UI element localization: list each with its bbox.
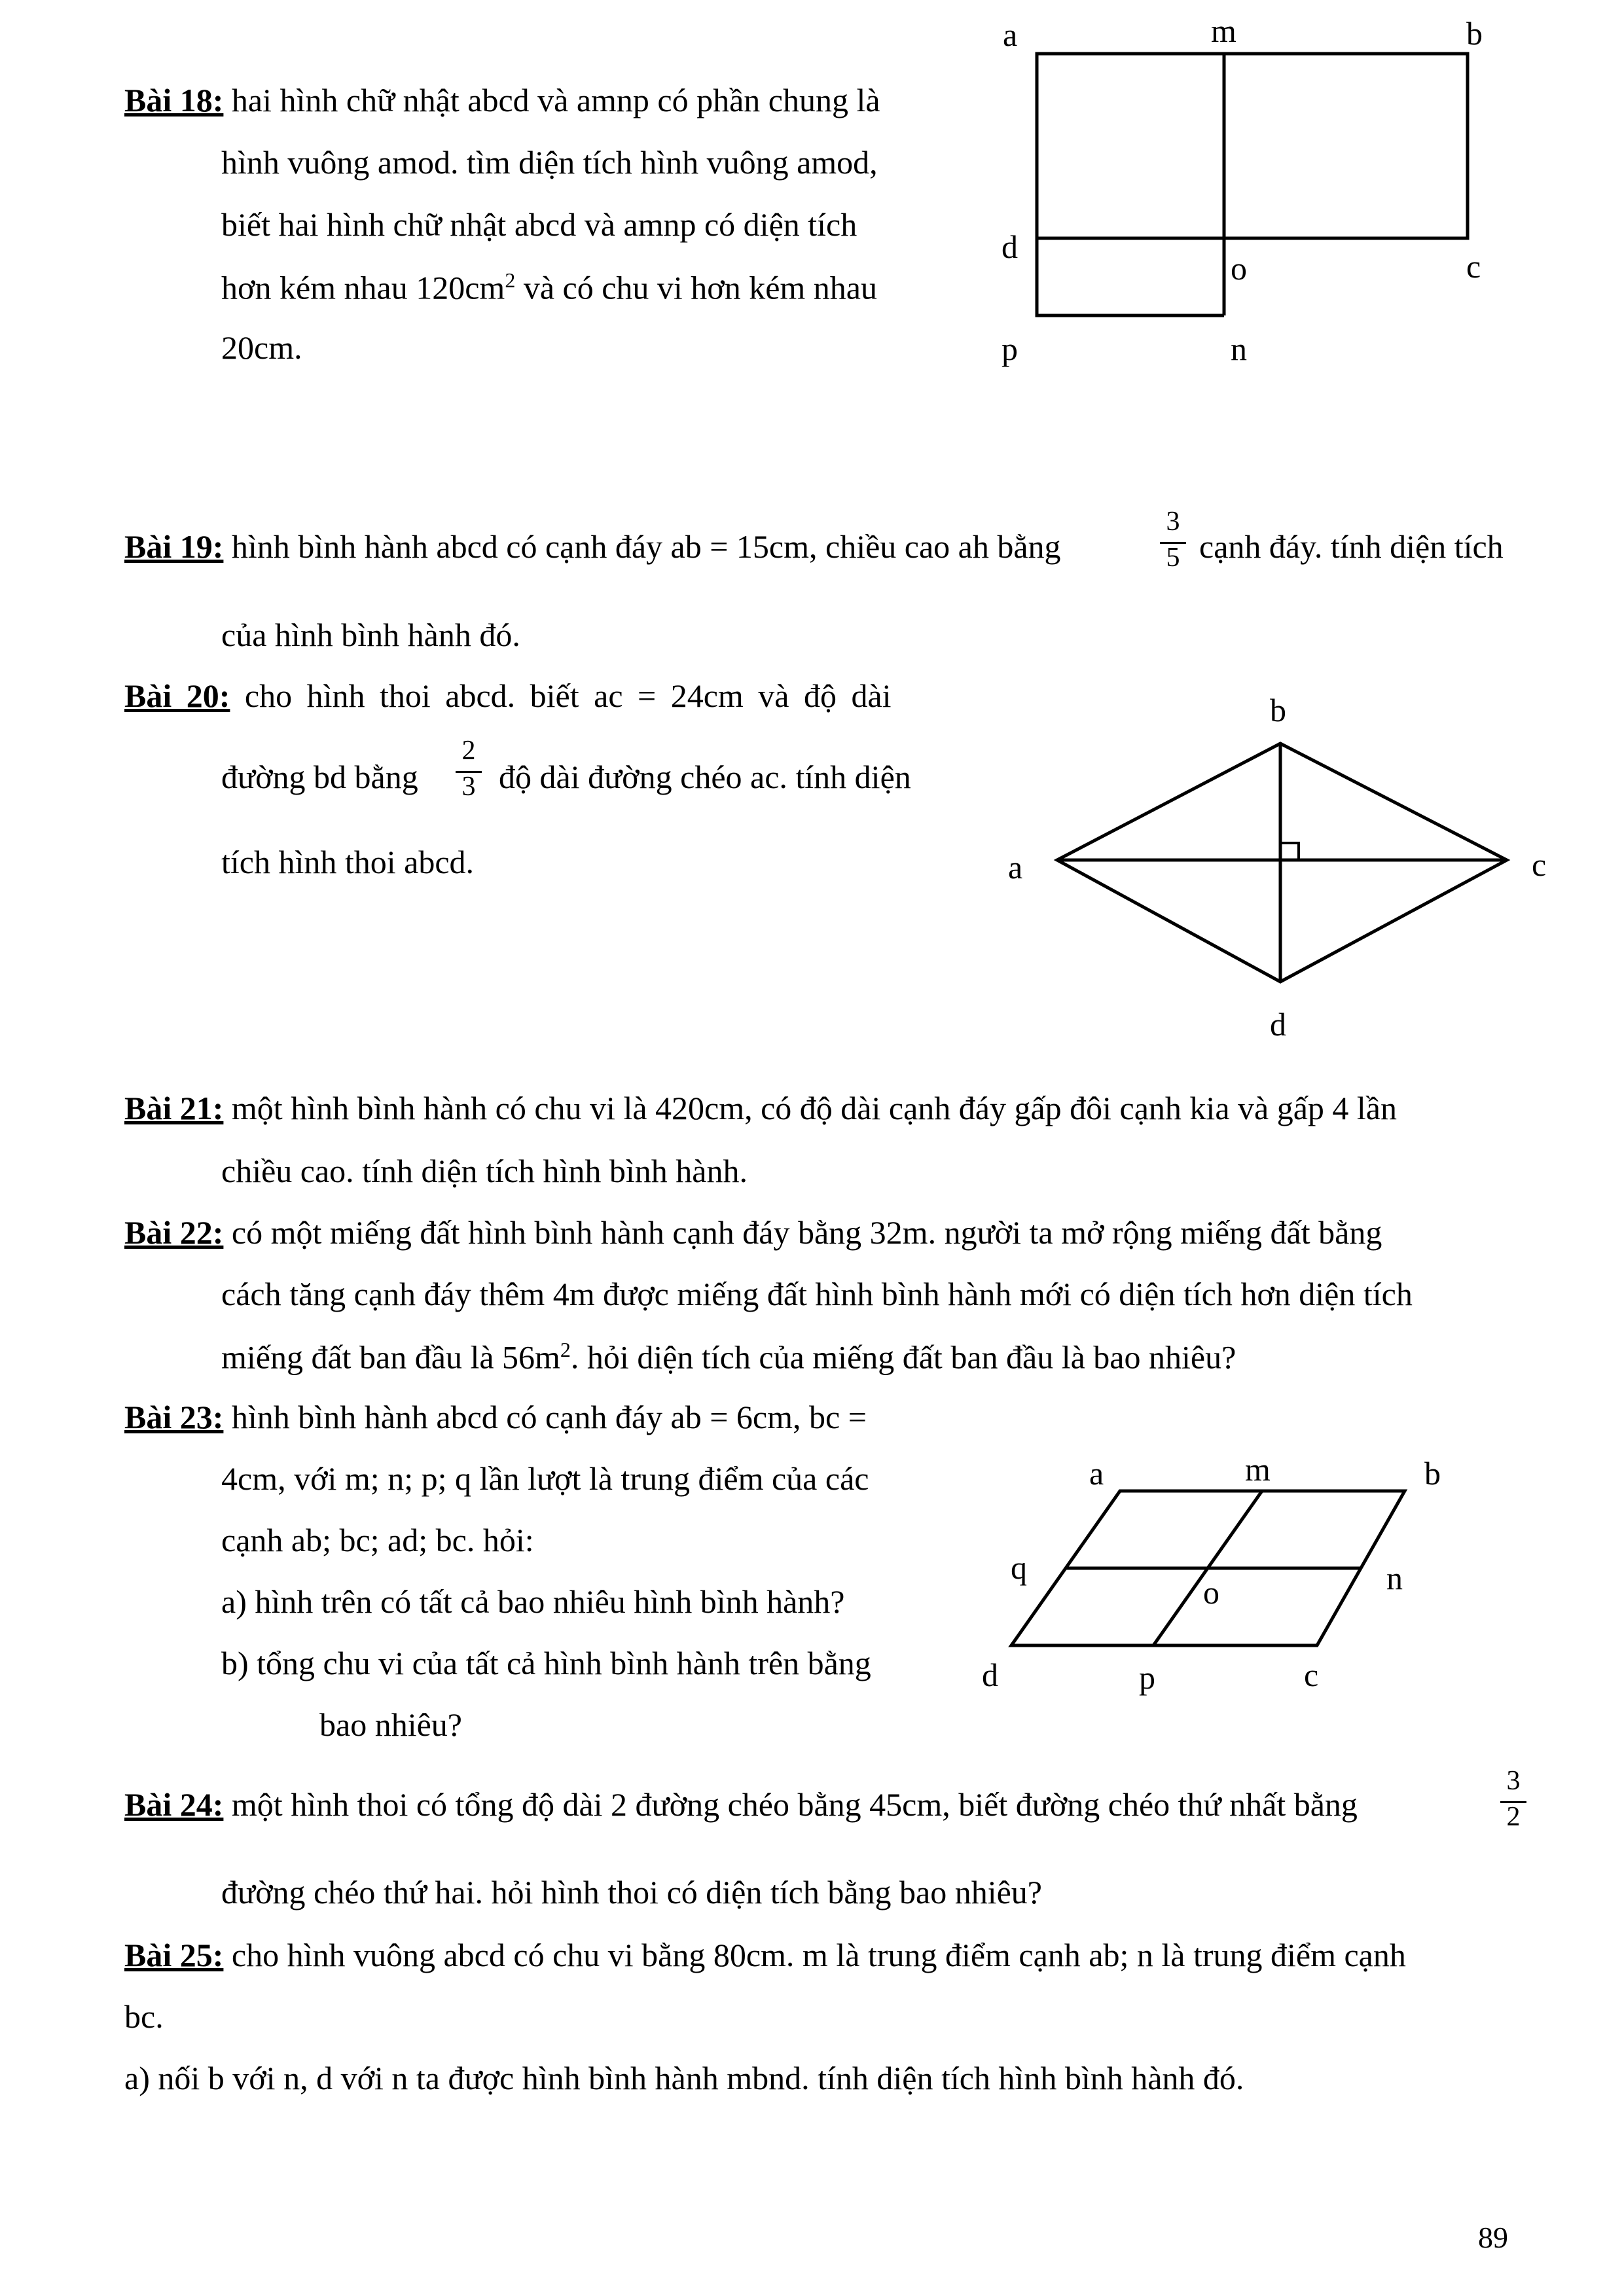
bai18-point-p: p	[1001, 331, 1018, 367]
bai18-line4	[221, 270, 877, 304]
bai24-line1	[124, 1788, 1358, 1821]
bai24-line2: đường chéo thứ hai. hỏi hình thoi có diện tích bằng bao nhiêu?	[221, 1874, 1042, 1910]
bai25-label: Bài 25:	[124, 1937, 224, 1973]
bai23-line2: 4cm, với m; n; p; q lần lượt là trung điểm của các	[221, 1460, 869, 1497]
bai20-right-angle-mark	[1280, 843, 1299, 860]
bai23-line6: bao nhiêu?	[319, 1706, 462, 1743]
page-number: 89	[1478, 2221, 1508, 2254]
bai20-point-d: d	[1270, 1006, 1286, 1043]
bai19-label: Bài 19:	[124, 528, 224, 565]
bai18-point-m: m	[1211, 12, 1236, 49]
bai21-label: Bài 21:	[124, 1090, 224, 1126]
bai25-line2: bc.	[124, 1998, 164, 2035]
bai23-point-m: m	[1245, 1451, 1271, 1488]
bai20-fraction-den: 3	[456, 771, 482, 800]
bai23-text-1: hình bình hành abcd có cạnh đáy ab = 6cm, bc =	[231, 1399, 867, 1435]
bai22-text-3a: miếng đất ban đầu là 56m	[221, 1338, 560, 1376]
bai18-point-n: n	[1231, 331, 1247, 367]
bai23-line1	[124, 1401, 867, 1433]
bai22-line2: cách tăng cạnh đáy thêm 4m được miếng đất hình bình hành mới có diện tích hơn diện tích	[221, 1276, 1413, 1312]
bai22-line3	[221, 1339, 1236, 1374]
bai24-text-1: một hình thoi có tổng độ dài 2 đường chéo bằng 45cm, biết đường chéo thứ nhất bằng	[231, 1786, 1358, 1823]
bai18-line3: biết hai hình chữ nhật abcd và amnp có diện tích	[221, 206, 857, 243]
bai22-sup: 2	[560, 1338, 571, 1361]
bai20-text-1: cho hình thoi abcd. biết ac = 24cm và độ dài	[244, 677, 892, 714]
bai21-line2: chiều cao. tính diện tích hình bình hành.	[221, 1153, 748, 1189]
bai22-line1	[124, 1216, 1382, 1249]
bai21-text-1: một hình bình hành có chu vi là 420cm, có độ dài cạnh đáy gấp đôi cạnh kia và gấp 4 lần	[231, 1090, 1397, 1126]
bai23-point-b: b	[1424, 1455, 1441, 1492]
bai19-text-after: cạnh đáy. tính diện tích	[1199, 528, 1504, 565]
bai23-point-d: d	[982, 1657, 998, 1693]
bai20-point-a: a	[1008, 849, 1023, 886]
bai18-line5: 20cm.	[221, 329, 302, 366]
bai18-point-b: b	[1466, 15, 1483, 52]
bai22-label: Bài 22:	[124, 1214, 224, 1251]
bai18-label: Bài 18:	[124, 82, 224, 118]
bai25-line3: a) nối b với n, d với n ta được hình bình hành mbnd. tính diện tích hình bình hành đó.	[124, 2060, 1244, 2096]
bai20-label: Bài 20:	[124, 677, 230, 714]
bai20-line2-after: độ dài đường chéo ac. tính diện	[499, 759, 911, 795]
bai20-point-b: b	[1270, 692, 1286, 728]
bai20-line3: tích hình thoi abcd.	[221, 844, 475, 880]
bai23-point-c: c	[1304, 1657, 1319, 1693]
bai24-fraction	[1500, 1767, 1526, 1831]
bai21-line1	[124, 1092, 1397, 1124]
bai25-line1	[124, 1939, 1406, 1971]
bai23-label: Bài 23:	[124, 1399, 224, 1435]
bai19-fraction-den: 5	[1160, 542, 1186, 571]
bai23-point-o: o	[1203, 1574, 1219, 1611]
bai19-line2: của hình bình hành đó.	[221, 617, 520, 653]
bai18-line2: hình vuông amod. tìm diện tích hình vuông amod,	[221, 144, 878, 181]
bai18-rect-dpn	[1037, 238, 1224, 315]
bai19-text-before: hình bình hành abcd có cạnh đáy ab = 15cm, chiều cao ah bằng	[231, 528, 1061, 565]
bai25-text-1: cho hình vuông abcd có chu vi bằng 80cm. m là trung điểm cạnh ab; n là trung điểm cạnh	[231, 1937, 1406, 1973]
bai20-point-c: c	[1532, 846, 1547, 883]
bai18-sup: 2	[505, 268, 516, 292]
bai23-line5: b) tổng chu vi của tất cả hình bình hành trên bằng	[221, 1645, 871, 1681]
bai18-rect-abcd	[1037, 54, 1468, 238]
bai18-text-4b: và có chu vi hơn kém nhau	[515, 269, 877, 306]
bai18-point-c: c	[1466, 248, 1481, 285]
bai23-line4: a) hình trên có tất cả bao nhiêu hình bình hành?	[221, 1583, 845, 1620]
bai20-fraction-num: 2	[461, 736, 476, 766]
bai24-fraction-den: 2	[1500, 1801, 1526, 1831]
bai19-fraction-num: 3	[1166, 507, 1180, 537]
bai20-line2-before: đường bd bằng	[221, 759, 418, 795]
bai18-point-o: o	[1231, 250, 1247, 287]
bai18-line1	[124, 84, 880, 117]
bai23-point-n: n	[1386, 1560, 1403, 1596]
bai19-line1	[124, 530, 1061, 563]
bai19-fraction	[1160, 508, 1186, 571]
bai22-text-1: có một miếng đất hình bình hành cạnh đáy bằng 32m. người ta mở rộng miếng đất bằng	[231, 1214, 1382, 1251]
bai20-fraction	[456, 737, 482, 800]
bai22-text-3b: . hỏi diện tích của miếng đất ban đầu là bao nhiêu?	[570, 1338, 1236, 1376]
bai24-fraction-num: 3	[1506, 1766, 1521, 1796]
bai18-text-1: hai hình chữ nhật abcd và amnp có phần chung là	[231, 82, 880, 118]
bai23-point-q: q	[1011, 1549, 1027, 1586]
bai18-text-4a: hơn kém nhau 120cm	[221, 269, 505, 306]
bai18-point-d: d	[1001, 228, 1018, 265]
bai23-line3: cạnh ab; bc; ad; bc. hỏi:	[221, 1522, 534, 1558]
bai23-point-p: p	[1139, 1659, 1155, 1696]
bai24-label: Bài 24:	[124, 1786, 224, 1823]
bai20-line1	[124, 679, 892, 712]
bai23-point-a: a	[1089, 1455, 1104, 1492]
bai18-point-a: a	[1003, 16, 1018, 53]
